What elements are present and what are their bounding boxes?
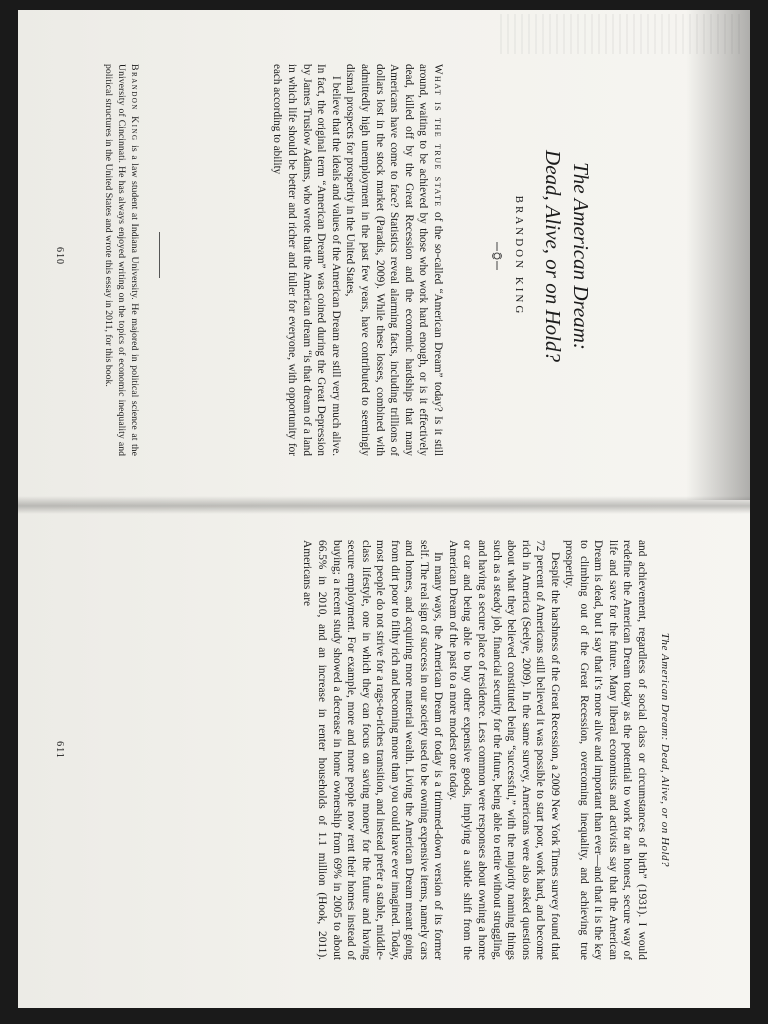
paragraph: I believe that the ideals and values of the American Dream are still very much alive. In fact, the original term “American Dream” was coined during the Great Depression by James Truslow Adams, who wrote that the American dream “is that dream of a land in which life should be better and richer and fuller for everyone, with opportunity for each according to ability (271, 64, 342, 456)
author-name: BRANDON KING (513, 195, 525, 317)
paragraph: and achievement, regardless of social class or circumstances of birth” (1931). I would redefine the American Dream today as the potential to work for an honest, secure way of life and save for the future. Many liberal economists and activists say that the American Dream is dead, but I say that it’s more alive and important than ever—and that it is the key to climbing out of the Great Recession, overcoming inequality, and achieving true prosperity. (563, 540, 648, 960)
paragraph (343, 64, 445, 456)
ornament-icon (491, 241, 503, 271)
essay-body-right (300, 540, 649, 960)
bio-paragraph (101, 64, 140, 456)
essay-body-left (270, 64, 445, 456)
running-head: The American Dream: Dead, Alive, or on Hold? (659, 632, 671, 868)
paragraph: Despite the harshness of the Great Recession, a 2009 New York Times survey found that 72 percent of Americans still believed it was possible to start poor, work hard, and become rich in America (Seelye, 2009). In the same survey, Americans were also asked questions about what they believed constituted being “successful,” with the majority naming things such as a steady job, financial security for the future, being able to retire without struggling, and having a secure place of residence. Less common were responses about owning a home or car and being able to buy other expensive goods, implying a subtle shift from the American Dream of the past to a more modest one today. (446, 540, 561, 960)
bio-text: is a law student at Indiana University. He majored in political science at the University of Cincinnati. He has always enjoyed writing on the topics of economic inequality and political structures in the United States and wrote this essay in 2011, for this book. (103, 64, 140, 456)
page-611 (1, 516, 725, 984)
author-bio (101, 64, 140, 456)
essay-title-line2: Dead, Alive, or on Hold? (541, 150, 565, 362)
opening-smallcaps: What is the true state (432, 64, 444, 208)
paragraph-text: of the so-called “American Dream” today? Is it still around, waiting to be achieved by those who work hard enough, or is it effectively dead, killed off by the Great Recession and the economic hardships that many Americans have come to face? Statistics reveal alarming facts, including trillions of dollars lost in the stock market (Paradis, 2009). While these losses, combined with admittedly high unemployment in the past few years, have contributed to seemingly dismal prospects for prosperity in the United States, (344, 64, 444, 456)
divider-rule (159, 232, 160, 278)
page-610 (1, 22, 725, 490)
paragraph: In many ways, the American Dream of today is a trimmed-down version of its former self. The real sign of success in our society used to be owning expensive items, namely cars and homes, and acquiring more material wealth. Living the American Dream meant going from dirt poor to filthy rich and becoming more than you could have ever imagined. Today, most people do not strive for a rags-to-riches transition, and instead prefer a stable, middle-class lifestyle, one in which they can focus on saving money for the future and having secure employment. For example, more and more people now rent their homes instead of buying; a recent study showed a decrease in home ownership from 69% in 2005 to about 66.5% in 2010, and an increase in renter households of 1.1 million (Hook, 2011). Americans are (301, 540, 445, 960)
book-gutter (18, 496, 750, 514)
essay-title-line1: The American Dream: (569, 162, 593, 350)
page-number: 610 (54, 247, 65, 265)
bio-name: Brandon King (129, 64, 140, 142)
page-number: 611 (54, 741, 65, 759)
